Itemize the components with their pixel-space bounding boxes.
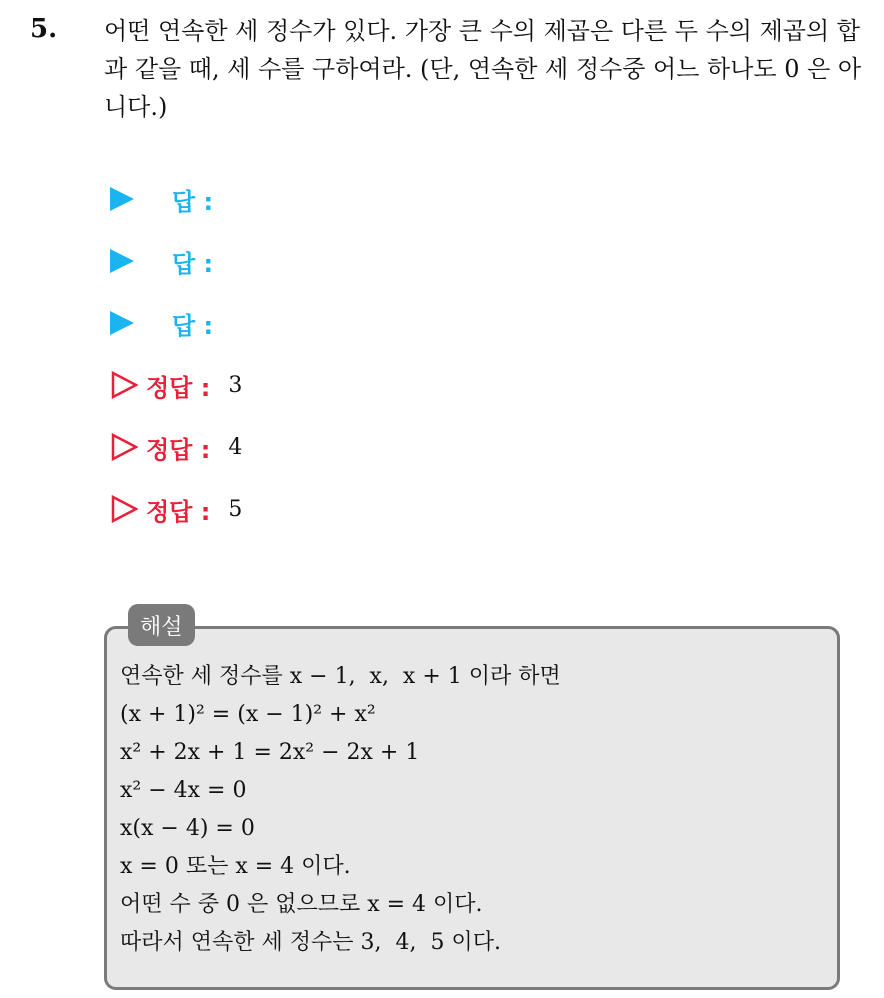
- filled-triangle-icon: [110, 311, 134, 335]
- answer-row: [110, 168, 242, 230]
- solution-line: 어떤 수 중 0 은 없으므로 x = 4 이다.: [120, 892, 483, 917]
- correct-answer-value: 3: [228, 372, 243, 398]
- problem-text: 어떤 연속한 세 정수가 있다. 가장 큰 수의 제곱은 다른 두 수의 제곱의 합과 같을 때, 세 수를 구하여라. (단, 연속한 세 정수중 어느 하나도 0 은 아니다.): [104, 17, 862, 121]
- solution-line: x² + 2x + 1 = 2x² − 2x + 1: [120, 740, 420, 765]
- solution-title: 해설: [140, 614, 183, 640]
- solution-line: x(x − 4) = 0: [120, 816, 255, 841]
- outline-triangle-icon: [110, 495, 138, 523]
- problem-number: 5.: [30, 14, 58, 44]
- solution-line: 따라서 연속한 세 정수는 3, 4, 5 이다.: [120, 930, 501, 955]
- solution-line: 연속한 세 정수를 x − 1, x, x + 1 이라 하면: [120, 664, 561, 689]
- answer-label: 답 :: [172, 249, 214, 278]
- correct-answer-value: 5: [228, 496, 243, 522]
- correct-answer-row: [110, 478, 242, 540]
- answer-label: 답 :: [172, 187, 214, 216]
- outline-triangle-icon: [110, 433, 138, 461]
- solution-line: (x + 1)² = (x − 1)² + x²: [120, 702, 376, 727]
- outline-triangle-icon: [110, 371, 138, 399]
- solution-content: [120, 658, 561, 962]
- correct-answer-label: 정답 :: [146, 373, 211, 402]
- solution-tab: [128, 604, 195, 646]
- correct-answer-row: [110, 354, 242, 416]
- correct-answer-row: [110, 416, 242, 478]
- answer-row: [110, 230, 242, 292]
- filled-triangle-icon: [110, 187, 134, 211]
- correct-answer-value: 4: [228, 434, 243, 460]
- solution-line: x² − 4x = 0: [120, 778, 247, 803]
- answer-label: 답 :: [172, 311, 214, 340]
- correct-answer-label: 정답 :: [146, 435, 211, 464]
- correct-answer-label: 정답 :: [146, 497, 211, 526]
- answer-row: [110, 292, 242, 354]
- filled-triangle-icon: [110, 249, 134, 273]
- solution-line: x = 0 또는 x = 4 이다.: [120, 854, 351, 879]
- answer-section: [110, 168, 242, 540]
